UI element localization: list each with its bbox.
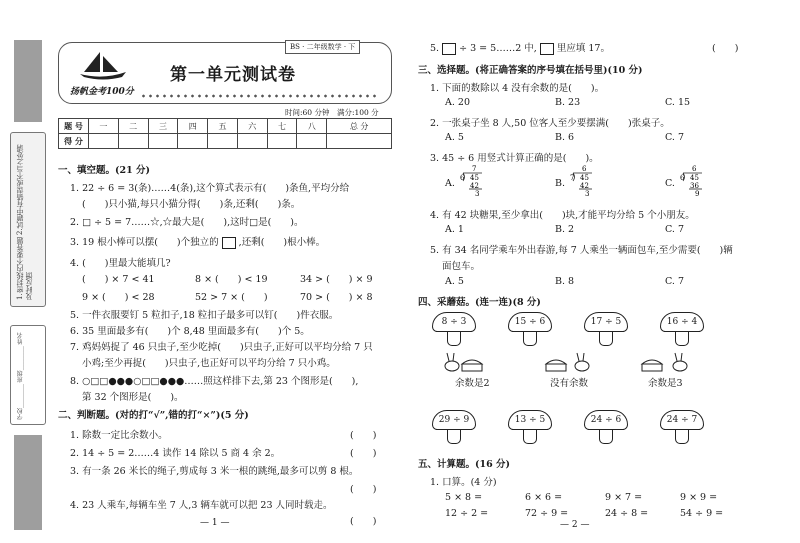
svg-text:7: 7 [570,174,575,182]
section-2-title: 二、判断题。(对的打“√”,错的打“×”)(5 分) [58,410,249,421]
mushroom[interactable] [432,410,476,444]
score-cell[interactable] [178,134,208,149]
option[interactable]: C. 7 [665,224,685,235]
score-cell[interactable] [327,134,392,149]
mushroom[interactable] [660,312,704,346]
table-cell: 六 [237,119,267,134]
mushroom-label: 29 ÷ 9 [432,410,476,430]
score-cell[interactable] [89,134,119,149]
dot-divider [140,94,380,98]
oral-calc-title: 1. 口算。(4 分) [430,477,497,488]
svg-text:42: 42 [580,182,589,190]
svg-text:7: 7 [472,165,477,173]
blank-box[interactable] [442,43,456,55]
question-3-text: 3. 19 根小棒可以摆( )个独立的 [70,237,219,248]
answer-paren[interactable]: ( ) [350,430,377,441]
svg-text:6: 6 [692,165,697,173]
svg-text:3: 3 [585,190,590,198]
mushroom[interactable] [432,312,476,346]
question-3 [70,234,325,249]
answer-paren[interactable]: ( ) [350,448,377,459]
option[interactable]: C. 15 [665,97,691,108]
mushroom[interactable] [660,410,704,444]
table-cell: 三 [148,119,178,134]
q4-item: 8 × ( ) < 19 [195,274,268,285]
option[interactable]: A. 20 [445,97,470,108]
svg-text:36: 36 [690,182,699,190]
time-score-info: 时间:60 分钟 满分:100 分 [285,108,379,117]
question-3-text-end: ,还剩( )根小棒。 [238,237,326,248]
mushroom-label: 8 ÷ 3 [432,312,476,332]
calc-item: 9 × 7 = [605,492,643,503]
mushroom-label: 15 ÷ 6 [508,312,552,332]
remainder-label: 没有余数 [550,378,589,389]
option[interactable]: B. 23 [555,97,581,108]
remainder-label: 余数是2 [455,378,490,389]
section-3-title: 三、选择题。(将正确答案的序号填在括号里)(10 分) [418,65,643,76]
choice-q5b: 面包车。 [442,261,481,272]
q4-item: ( ) × 7 < 41 [82,274,155,285]
answer-paren[interactable]: ( ) [350,516,377,527]
question-6: 6. 35 里面最多有( )个 8,48 里面最多有( )个 5。 [70,326,310,337]
option[interactable]: A. 1 [445,224,464,235]
table-cell: 七 [267,119,297,134]
choice-q2: 2. 一张桌子坐 8 人,50 位客人至少要摆满( )张桌子。 [430,118,670,129]
svg-text:6: 6 [460,174,465,182]
square-figure-icon [222,237,236,249]
rabbit-basket-icon [640,352,700,374]
judge-item: 4. 23 人乘车,每辆车坐 7 人,3 辆车就可以把 23 人同时载走。 [70,500,333,511]
school-field-label: 学校 [17,408,24,420]
score-cell[interactable] [208,134,238,149]
logo-text: 扬帆金考100分 [70,87,134,97]
score-table-header-row [59,119,392,134]
binding-sidebar [6,40,46,530]
long-division-a-icon [460,164,484,198]
svg-text:9: 9 [695,190,700,198]
sidebar-gray-band-bottom [14,435,42,530]
question-5-right [430,40,610,55]
calc-item: 54 ÷ 9 = [680,508,724,519]
mushroom[interactable] [584,312,628,346]
calc-item: 6 × 6 = [525,492,563,503]
q4-item: 34 > ( ) × 9 [300,274,373,285]
table-cell: 八 [297,119,327,134]
mushroom[interactable] [508,312,552,346]
answer-paren[interactable]: ( ) [712,43,739,54]
long-division-c-icon [680,164,704,198]
option[interactable]: B. 8 [555,276,575,287]
question-1b: ( )只小猫,每只小猫分得( )条,还剩( )条。 [82,199,301,210]
table-cell: 五 [208,119,238,134]
section-4-title: 四、采蘑菇。(连一连)(8 分) [418,297,541,308]
mushroom[interactable] [508,410,552,444]
name-field-label: 姓名 [17,332,24,345]
question-4: 4. ( )里最大能填几? [70,258,171,269]
calc-item: 5 × 8 = [445,492,483,503]
option[interactable]: A. 5 [445,276,464,287]
score-cell[interactable] [267,134,297,149]
svg-text:6: 6 [680,174,685,182]
option[interactable]: A. 5 [445,132,464,143]
calc-item: 24 ÷ 8 = [605,508,649,519]
judge-item: 1. 除数一定比余数小。 [70,430,168,441]
choice-q4: 4. 有 42 块糖果,至少拿出( )块,才能平均分给 5 个小朋友。 [430,210,695,221]
question-8a: 8. ○□□●●●○□□●●●……照这样排下去,第 23 个图形是( ), [70,376,359,387]
q5-text: ÷ 3 = 5……2 中, [459,43,537,54]
score-table-score-row [59,134,392,149]
q5-text-end: 里应填 17。 [556,43,610,54]
question-5: 5. 一件衣服要钉 5 粒扣子,18 粒扣子最多可以钉( )件衣服。 [70,310,339,321]
choice-q5a: 5. 有 34 名同学乘车外出春游,每 7 人乘坐一辆面包车,至少需要( )辆 [430,245,733,256]
section-5-title: 五、计算题。(16 分) [418,459,511,470]
q5-number: 5. [430,43,440,54]
question-7b: 小鸡;至少再捉( )只虫子,也正好可以平均分给 7 只小鸡。 [82,358,336,369]
page-title: 第一单元测试卷 [170,65,296,85]
rabbit-basket-icon [442,352,492,374]
score-cell[interactable] [237,134,267,149]
table-cell: 二 [118,119,148,134]
mushroom[interactable] [584,410,628,444]
q4-item: 70 > ( ) × 8 [300,292,373,303]
long-division-b-icon [570,164,594,198]
svg-text:45: 45 [690,174,699,182]
q4-item: 52 > 7 × ( ) [195,292,268,303]
question-1a: 1. 22 ÷ 6 = 3(条)……4(条),这个算式表示有( )条鱼,平均分给 [70,183,350,194]
sidebar-note: 1.密封线内不要答题 2.试题中有错误或不当之处请及时反馈 [16,144,33,300]
question-2: 2. □ ÷ 5 = 7……☆,☆最大是( ),这时□是( )。 [70,217,304,228]
q4-item: 9 × ( ) < 28 [82,292,155,303]
score-table [58,118,392,149]
blank-box[interactable] [540,43,554,55]
rabbit-basket-icon [544,352,594,374]
mushroom-label: 24 ÷ 7 [660,410,704,430]
calc-item: 12 ÷ 2 = [445,508,489,519]
question-7a: 7. 鸡妈妈捉了 46 只虫子,至少吃掉( )只虫子,正好可以平均分给 7 只 [70,342,373,353]
class-field-label: 班级 [17,370,24,383]
score-cell[interactable] [148,134,178,149]
answer-paren[interactable]: ( ) [350,484,377,495]
option[interactable]: C. 7 [665,276,685,287]
mushroom-label: 13 ÷ 5 [508,410,552,430]
mushroom-label: 24 ÷ 6 [584,410,628,430]
table-cell: 题 号 [59,119,89,134]
sailboat-logo-icon [78,50,128,80]
table-cell: 总 分 [327,119,392,134]
mushroom-label: 17 ÷ 5 [584,312,628,332]
grade-tag: BS · 二年级数学 · 下 [285,40,360,54]
svg-text:3: 3 [475,190,480,198]
score-cell[interactable] [118,134,148,149]
option[interactable]: B. 6 [555,132,575,143]
svg-text:6: 6 [582,165,587,173]
choice-q3: 3. 45 ÷ 6 用竖式计算正确的是( )。 [430,153,599,164]
judge-item: 2. 14 ÷ 5 = 2……4 读作 14 除以 5 商 4 余 2。 [70,448,281,459]
page-number-2: — 2 — [560,520,590,530]
svg-text:42: 42 [470,182,479,190]
page-number-1: — 1 — [200,518,230,528]
sidebar-gray-band [14,40,42,122]
table-cell: 一 [89,119,119,134]
question-8b: 第 32 个图形是( )。 [82,392,184,403]
judge-item: 3. 有一条 26 米长的绳子,剪成每 3 米一根的跳绳,最多可以剪 8 根。 [70,466,359,477]
mushroom-label: 16 ÷ 4 [660,312,704,332]
choice-q1: 1. 下面的数除以 4 没有余数的是( )。 [430,83,605,94]
option[interactable]: A. [445,178,455,189]
option[interactable]: B. 2 [555,224,575,235]
svg-text:45: 45 [580,174,589,182]
table-cell: 得 分 [59,134,89,149]
svg-text:45: 45 [470,174,479,182]
remainder-label: 余数是3 [648,378,683,389]
calc-item: 9 × 9 = [680,492,718,503]
table-cell: 四 [178,119,208,134]
option[interactable]: B. [555,178,566,189]
calc-item: 72 ÷ 9 = [525,508,569,519]
score-cell[interactable] [297,134,327,149]
option[interactable]: C. 7 [665,132,685,143]
section-1-title: 一、填空题。(21 分) [58,165,151,176]
sidebar-fields: 学校________ 班级________ 姓名 [17,332,24,420]
option[interactable]: C. [665,178,675,189]
